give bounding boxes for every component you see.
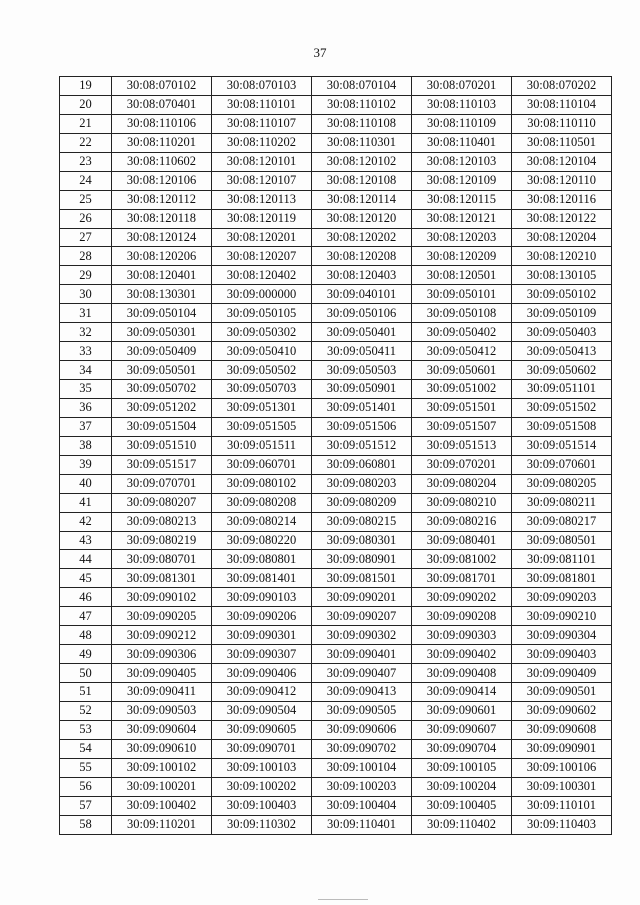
cadastral-code-cell: 30:09:050502: [212, 361, 312, 380]
cadastral-code-cell: 30:09:090212: [112, 626, 212, 645]
cadastral-code-cell: 30:09:100102: [112, 758, 212, 777]
row-number-cell: 36: [60, 398, 112, 417]
cadastral-code-cell: 30:08:110109: [412, 114, 512, 133]
cadastral-code-cell: 30:09:080214: [212, 512, 312, 531]
cadastral-code-cell: 30:09:090501: [512, 683, 612, 702]
table-row: [60, 720, 612, 739]
table-row: [60, 228, 612, 247]
cadastral-code-cell: 30:09:050703: [212, 380, 312, 399]
cadastral-code-cell: 30:09:050402: [412, 323, 512, 342]
cadastral-code-cell: 30:09:090402: [412, 645, 512, 664]
table-row: [60, 626, 612, 645]
cadastral-code-cell: 30:09:050403: [512, 323, 612, 342]
table-row: [60, 796, 612, 815]
cadastral-code-cell: 30:09:050412: [412, 342, 512, 361]
cadastral-code-cell: 30:09:050302: [212, 323, 312, 342]
table-row: [60, 512, 612, 531]
cadastral-code-cell: 30:08:120109: [412, 171, 512, 190]
cadastral-code-cell: 30:08:120401: [112, 266, 212, 285]
cadastral-code-cell: 30:08:120115: [412, 190, 512, 209]
cadastral-code-cell: 30:09:090901: [512, 739, 612, 758]
row-number-cell: 39: [60, 455, 112, 474]
table-row: [60, 285, 612, 304]
cadastral-code-cell: 30:09:051501: [412, 398, 512, 417]
cadastral-code-cell: 30:08:120202: [312, 228, 412, 247]
cadastral-code-cell: 30:08:110107: [212, 114, 312, 133]
table-row: [60, 209, 612, 228]
cadastral-code-cell: 30:09:090207: [312, 607, 412, 626]
cadastral-code-cell: 30:09:090412: [212, 683, 312, 702]
row-number-cell: 47: [60, 607, 112, 626]
cadastral-code-cell: 30:09:080301: [312, 531, 412, 550]
row-number-cell: 46: [60, 588, 112, 607]
cadastral-code-cell: 30:09:081002: [412, 550, 512, 569]
table-row: [60, 304, 612, 323]
cadastral-code-cell: 30:08:120124: [112, 228, 212, 247]
cadastral-code-cell: 30:09:090605: [212, 720, 312, 739]
cadastral-code-cell: 30:09:090505: [312, 701, 412, 720]
row-number-cell: 29: [60, 266, 112, 285]
row-number-cell: 21: [60, 114, 112, 133]
cadastral-code-cell: 30:08:120204: [512, 228, 612, 247]
cadastral-code-cell: 30:09:090206: [212, 607, 312, 626]
cadastral-code-cell: 30:09:051301: [212, 398, 312, 417]
cadastral-code-cell: 30:09:100103: [212, 758, 312, 777]
cadastral-code-cell: 30:09:051508: [512, 417, 612, 436]
cadastral-code-cell: 30:08:120116: [512, 190, 612, 209]
table-row: [60, 171, 612, 190]
cadastral-code-cell: 30:08:120206: [112, 247, 212, 266]
table-row: [60, 531, 612, 550]
cadastral-code-cell: 30:09:081101: [512, 550, 612, 569]
table-body: [60, 77, 612, 835]
cadastral-code-cell: 30:09:050108: [412, 304, 512, 323]
cadastral-code-cell: 30:09:051510: [112, 436, 212, 455]
cadastral-code-cell: 30:09:051513: [412, 436, 512, 455]
cadastral-code-cell: 30:08:120209: [412, 247, 512, 266]
cadastral-code-cell: 30:09:080401: [412, 531, 512, 550]
row-number-cell: 51: [60, 683, 112, 702]
cadastral-code-cell: 30:08:120403: [312, 266, 412, 285]
cadastral-code-cell: 30:09:090411: [112, 683, 212, 702]
table-row: [60, 550, 612, 569]
cadastral-code-cell: 30:09:070601: [512, 455, 612, 474]
cadastral-code-cell: 30:08:120118: [112, 209, 212, 228]
cadastral-code-cell: 30:09:051401: [312, 398, 412, 417]
cadastral-code-cell: 30:09:080220: [212, 531, 312, 550]
cadastral-code-cell: 30:09:080210: [412, 493, 512, 512]
row-number-cell: 41: [60, 493, 112, 512]
row-number-cell: 53: [60, 720, 112, 739]
row-number-cell: 55: [60, 758, 112, 777]
table-row: [60, 133, 612, 152]
table-row: [60, 455, 612, 474]
cadastral-code-cell: 30:09:110101: [512, 796, 612, 815]
cadastral-code-cell: 30:09:090704: [412, 739, 512, 758]
cadastral-code-cell: 30:08:120103: [412, 152, 512, 171]
cadastral-code-cell: 30:09:081701: [412, 569, 512, 588]
table-row: [60, 436, 612, 455]
cadastral-code-cell: 30:09:080801: [212, 550, 312, 569]
table-row: [60, 683, 612, 702]
cadastral-code-cell: 30:09:080204: [412, 474, 512, 493]
cadastral-code-cell: 30:09:050602: [512, 361, 612, 380]
cadastral-code-cell: 30:08:110202: [212, 133, 312, 152]
cadastral-code-cell: 30:09:100204: [412, 777, 512, 796]
cadastral-code-cell: 30:08:120112: [112, 190, 212, 209]
table-row: [60, 777, 612, 796]
cadastral-code-cell: 30:09:090504: [212, 701, 312, 720]
footer-rule: [318, 899, 368, 900]
row-number-cell: 58: [60, 815, 112, 834]
table-row: [60, 417, 612, 436]
cadastral-code-cell: 30:09:050104: [112, 304, 212, 323]
cadastral-code-cell: 30:09:090701: [212, 739, 312, 758]
cadastral-code-cell: 30:08:110110: [512, 114, 612, 133]
cadastral-code-cell: 30:08:120208: [312, 247, 412, 266]
table-row: [60, 342, 612, 361]
table-row: [60, 664, 612, 683]
cadastral-code-cell: 30:09:080901: [312, 550, 412, 569]
cadastral-code-cell: 30:09:090401: [312, 645, 412, 664]
cadastral-code-cell: 30:09:090403: [512, 645, 612, 664]
page-number: 37: [313, 45, 327, 60]
cadastral-code-cell: 30:09:090205: [112, 607, 212, 626]
row-number-cell: 44: [60, 550, 112, 569]
cadastral-code-cell: 30:09:050702: [112, 380, 212, 399]
table-row: [60, 152, 612, 171]
cadastral-code-cell: 30:08:110602: [112, 152, 212, 171]
table-row: [60, 739, 612, 758]
cadastral-code-cell: 30:08:120201: [212, 228, 312, 247]
cadastral-code-cell: 30:08:120122: [512, 209, 612, 228]
cadastral-code-cell: 30:09:051504: [112, 417, 212, 436]
table-row: [60, 114, 612, 133]
cadastral-code-cell: 30:08:110201: [112, 133, 212, 152]
cadastral-code-cell: 30:09:050601: [412, 361, 512, 380]
cadastral-code-cell: 30:09:081501: [312, 569, 412, 588]
cadastral-code-cell: 30:09:060701: [212, 455, 312, 474]
row-number-cell: 31: [60, 304, 112, 323]
table-row: [60, 398, 612, 417]
cadastral-code-cell: 30:08:110501: [512, 133, 612, 152]
cadastral-code-cell: 30:08:120108: [312, 171, 412, 190]
cadastral-code-cell: 30:09:110402: [412, 815, 512, 834]
table-row: [60, 474, 612, 493]
cadastral-code-cell: 30:09:051511: [212, 436, 312, 455]
row-number-cell: 27: [60, 228, 112, 247]
row-number-cell: 40: [60, 474, 112, 493]
cadastral-code-cell: 30:09:090201: [312, 588, 412, 607]
cadastral-code-cell: 30:08:120102: [312, 152, 412, 171]
row-number-cell: 37: [60, 417, 112, 436]
cadastral-code-cell: 30:09:090102: [112, 588, 212, 607]
row-number-cell: 26: [60, 209, 112, 228]
row-number-cell: 28: [60, 247, 112, 266]
cadastral-code-cell: 30:08:070103: [212, 77, 312, 96]
cadastral-code-cell: 30:08:110103: [412, 95, 512, 114]
cadastral-code-cell: 30:09:100106: [512, 758, 612, 777]
table-row: [60, 247, 612, 266]
cadastral-code-cell: 30:08:120114: [312, 190, 412, 209]
cadastral-code-cell: 30:09:051101: [512, 380, 612, 399]
cadastral-code-cell: 30:08:120113: [212, 190, 312, 209]
cadastral-code-cell: 30:08:120101: [212, 152, 312, 171]
table-row: [60, 323, 612, 342]
cadastral-code-cell: 30:09:090406: [212, 664, 312, 683]
row-number-cell: 49: [60, 645, 112, 664]
cadastral-code-cell: 30:09:100403: [212, 796, 312, 815]
cadastral-code-cell: 30:09:050102: [512, 285, 612, 304]
cadastral-code-cell: 30:09:100405: [412, 796, 512, 815]
cadastral-code-cell: 30:09:100301: [512, 777, 612, 796]
cadastral-code-cell: 30:09:110302: [212, 815, 312, 834]
cadastral-code-cell: 30:09:070201: [412, 455, 512, 474]
table-row: [60, 190, 612, 209]
cadastral-code-cell: 30:09:090503: [112, 701, 212, 720]
cadastral-code-cell: 30:09:100402: [112, 796, 212, 815]
table-row: [60, 815, 612, 834]
cadastral-code-cell: 30:09:110403: [512, 815, 612, 834]
cadastral-code-cell: 30:09:050401: [312, 323, 412, 342]
cadastral-code-cell: 30:08:110101: [212, 95, 312, 114]
table-row: [60, 493, 612, 512]
cadastral-code-cell: 30:09:051512: [312, 436, 412, 455]
cadastral-code-cell: 30:08:120119: [212, 209, 312, 228]
cadastral-code-cell: 30:09:110401: [312, 815, 412, 834]
row-number-cell: 20: [60, 95, 112, 114]
table-row: [60, 645, 612, 664]
cadastral-code-cell: 30:09:050413: [512, 342, 612, 361]
table-row: [60, 266, 612, 285]
cadastral-code-cell: 30:09:090606: [312, 720, 412, 739]
cadastral-code-cell: 30:09:060801: [312, 455, 412, 474]
cadastral-code-cell: 30:09:050105: [212, 304, 312, 323]
table-row: [60, 361, 612, 380]
table-row: [60, 701, 612, 720]
cadastral-code-cell: 30:08:120207: [212, 247, 312, 266]
cadastral-code-cell: 30:08:120121: [412, 209, 512, 228]
cadastral-code-cell: 30:09:100202: [212, 777, 312, 796]
cadastral-code-cell: 30:09:090414: [412, 683, 512, 702]
cadastral-code-cell: 30:09:090607: [412, 720, 512, 739]
cadastral-code-cell: 30:09:080217: [512, 512, 612, 531]
row-number-cell: 32: [60, 323, 112, 342]
cadastral-code-cell: 30:08:110102: [312, 95, 412, 114]
cadastral-code-cell: 30:09:050410: [212, 342, 312, 361]
cadastral-code-cell: 30:08:110108: [312, 114, 412, 133]
cadastral-code-cell: 30:09:080219: [112, 531, 212, 550]
row-number-cell: 34: [60, 361, 112, 380]
cadastral-code-cell: 30:09:050503: [312, 361, 412, 380]
row-number-cell: 30: [60, 285, 112, 304]
cadastral-code-cell: 30:09:100104: [312, 758, 412, 777]
cadastral-code-cell: 30:09:090210: [512, 607, 612, 626]
cadastral-code-cell: 30:08:120120: [312, 209, 412, 228]
table-row: [60, 95, 612, 114]
cadastral-code-cell: 30:08:130105: [512, 266, 612, 285]
cadastral-code-cell: 30:09:080205: [512, 474, 612, 493]
row-number-cell: 38: [60, 436, 112, 455]
cadastral-code-cell: 30:09:040101: [312, 285, 412, 304]
cadastral-code-cell: 30:09:081801: [512, 569, 612, 588]
row-number-cell: 43: [60, 531, 112, 550]
cadastral-code-cell: 30:08:070104: [312, 77, 412, 96]
cadastral-code-cell: 30:09:051517: [112, 455, 212, 474]
table-row: [60, 607, 612, 626]
cadastral-code-cell: 30:09:110201: [112, 815, 212, 834]
cadastral-code-cell: 30:09:080207: [112, 493, 212, 512]
cadastral-code-cell: 30:09:070701: [112, 474, 212, 493]
cadastral-code-cell: 30:09:090608: [512, 720, 612, 739]
cadastral-code-cell: 30:09:090306: [112, 645, 212, 664]
cadastral-code-cell: 30:09:050501: [112, 361, 212, 380]
cadastral-code-cell: 30:09:100201: [112, 777, 212, 796]
cadastral-code-cell: 30:09:080215: [312, 512, 412, 531]
cadastral-code-cell: 30:09:051502: [512, 398, 612, 417]
cadastral-code-cell: 30:09:090307: [212, 645, 312, 664]
cadastral-code-cell: 30:09:050106: [312, 304, 412, 323]
cadastral-code-cell: 30:08:120104: [512, 152, 612, 171]
cadastral-code-cell: 30:09:090301: [212, 626, 312, 645]
row-number-cell: 23: [60, 152, 112, 171]
row-number-cell: 48: [60, 626, 112, 645]
row-number-cell: 22: [60, 133, 112, 152]
cadastral-code-cell: 30:09:100404: [312, 796, 412, 815]
cadastral-code-cell: 30:09:051506: [312, 417, 412, 436]
cadastral-code-cell: 30:08:120402: [212, 266, 312, 285]
cadastral-code-cell: 30:09:090202: [412, 588, 512, 607]
cadastral-code-cell: 30:09:081301: [112, 569, 212, 588]
table-row: [60, 77, 612, 96]
row-number-cell: 24: [60, 171, 112, 190]
row-number-cell: 35: [60, 380, 112, 399]
cadastral-code-cell: 30:08:120210: [512, 247, 612, 266]
cadastral-code-cell: 30:09:000000: [212, 285, 312, 304]
table-row: [60, 588, 612, 607]
cadastral-code-cell: 30:09:090304: [512, 626, 612, 645]
cadastral-code-cell: 30:09:090302: [312, 626, 412, 645]
cadastral-code-cell: 30:09:090413: [312, 683, 412, 702]
cadastral-code-cell: 30:09:090408: [412, 664, 512, 683]
cadastral-code-cell: 30:09:090208: [412, 607, 512, 626]
cadastral-code-cell: 30:08:070202: [512, 77, 612, 96]
cadastral-code-cell: 30:09:051505: [212, 417, 312, 436]
cadastral-code-cell: 30:08:070102: [112, 77, 212, 96]
cadastral-code-cell: 30:09:090203: [512, 588, 612, 607]
table-row: [60, 758, 612, 777]
cadastral-code-cell: 30:09:080211: [512, 493, 612, 512]
cadastral-code-cell: 30:09:090407: [312, 664, 412, 683]
cadastral-code-cell: 30:09:100203: [312, 777, 412, 796]
cadastral-code-cell: 30:09:090405: [112, 664, 212, 683]
cadastral-code-cell: 30:09:051002: [412, 380, 512, 399]
cadastral-code-cell: 30:08:110401: [412, 133, 512, 152]
cadastral-code-cell: 30:09:080501: [512, 531, 612, 550]
cadastral-code-cell: 30:09:050411: [312, 342, 412, 361]
cadastral-code-cell: 30:09:090602: [512, 701, 612, 720]
table-row: [60, 569, 612, 588]
cadastral-code-cell: 30:09:090610: [112, 739, 212, 758]
cadastral-code-cell: 30:09:080701: [112, 550, 212, 569]
row-number-cell: 52: [60, 701, 112, 720]
cadastral-code-cell: 30:08:120203: [412, 228, 512, 247]
cadastral-code-cell: 30:08:120106: [112, 171, 212, 190]
cadastral-code-cell: 30:08:110104: [512, 95, 612, 114]
row-number-cell: 56: [60, 777, 112, 796]
cadastral-code-cell: 30:08:070201: [412, 77, 512, 96]
cadastral-code-cell: 30:09:090303: [412, 626, 512, 645]
cadastral-code-cell: 30:09:050109: [512, 304, 612, 323]
cadastral-code-cell: 30:09:090409: [512, 664, 612, 683]
cadastral-code-cell: 30:09:090103: [212, 588, 312, 607]
row-number-cell: 50: [60, 664, 112, 683]
table-row: [60, 380, 612, 399]
row-number-cell: 54: [60, 739, 112, 758]
cadastral-code-cell: 30:08:110106: [112, 114, 212, 133]
cadastral-blocks-table: [59, 76, 612, 835]
row-number-cell: 57: [60, 796, 112, 815]
cadastral-code-cell: 30:09:051202: [112, 398, 212, 417]
cadastral-code-cell: 30:09:050409: [112, 342, 212, 361]
cadastral-code-cell: 30:09:090702: [312, 739, 412, 758]
cadastral-code-cell: 30:08:120110: [512, 171, 612, 190]
cadastral-code-cell: 30:09:080203: [312, 474, 412, 493]
cadastral-code-cell: 30:08:120501: [412, 266, 512, 285]
cadastral-code-cell: 30:09:090604: [112, 720, 212, 739]
cadastral-code-cell: 30:09:080102: [212, 474, 312, 493]
cadastral-code-cell: 30:09:100105: [412, 758, 512, 777]
cadastral-code-cell: 30:08:120107: [212, 171, 312, 190]
row-number-cell: 19: [60, 77, 112, 96]
row-number-cell: 25: [60, 190, 112, 209]
row-number-cell: 42: [60, 512, 112, 531]
cadastral-code-cell: 30:09:051514: [512, 436, 612, 455]
cadastral-code-cell: 30:08:070401: [112, 95, 212, 114]
cadastral-code-cell: 30:09:050301: [112, 323, 212, 342]
cadastral-code-cell: 30:09:090601: [412, 701, 512, 720]
cadastral-code-cell: 30:09:081401: [212, 569, 312, 588]
cadastral-code-cell: 30:09:080213: [112, 512, 212, 531]
cadastral-code-cell: 30:09:050901: [312, 380, 412, 399]
row-number-cell: 45: [60, 569, 112, 588]
cadastral-code-cell: 30:09:080209: [312, 493, 412, 512]
cadastral-code-cell: 30:09:051507: [412, 417, 512, 436]
cadastral-code-cell: 30:09:080216: [412, 512, 512, 531]
cadastral-code-cell: 30:08:110301: [312, 133, 412, 152]
row-number-cell: 33: [60, 342, 112, 361]
cadastral-code-cell: 30:08:130301: [112, 285, 212, 304]
cadastral-code-cell: 30:09:050101: [412, 285, 512, 304]
cadastral-code-cell: 30:09:080208: [212, 493, 312, 512]
